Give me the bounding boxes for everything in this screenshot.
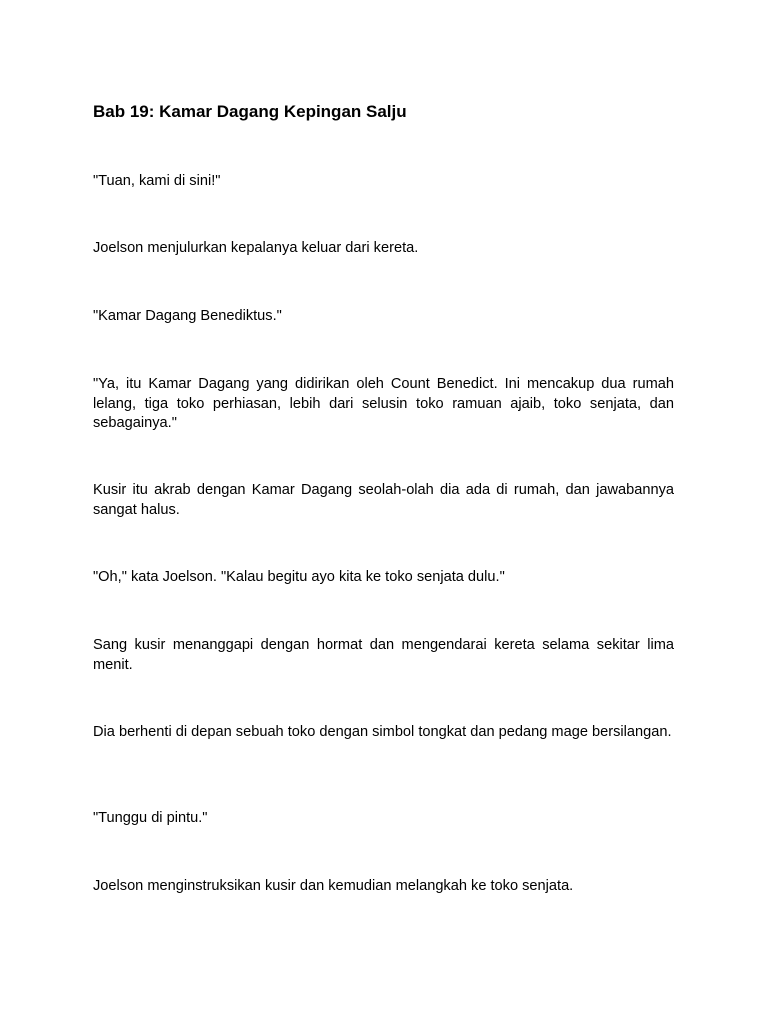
paragraph: Joelson menjulurkan kepalanya keluar dari kereta. — [93, 240, 419, 256]
paragraph: "Tuan, kami di sini!" — [93, 173, 221, 189]
paragraph: Dia berhenti di depan sebuah toko dengan simbol tongkat dan pedang mage bersilangan. — [93, 724, 672, 740]
paragraph: "Tunggu di pintu." — [93, 810, 208, 826]
paragraph: Sang kusir menanggapi dengan hormat dan mengendarai kereta selama sekitar lima menit. — [93, 637, 674, 673]
paragraph: "Oh," kata Joelson. "Kalau begitu ayo kita ke toko senjata dulu." — [93, 569, 505, 585]
chapter-title: Bab 19: Kamar Dagang Kepingan Salju — [93, 102, 407, 121]
paragraph: "Ya, itu Kamar Dagang yang didirikan oleh Count Benedict. Ini mencakup dua rumah lelang, tiga toko perhiasan, lebih dari selusin toko ramuan ajaib, toko senjata, dan sebagainya." — [93, 376, 674, 431]
paragraph: Joelson menginstruksikan kusir dan kemudian melangkah ke toko senjata. — [93, 878, 574, 894]
paragraph: "Kamar Dagang Benediktus." — [93, 308, 282, 324]
paragraph: Kusir itu akrab dengan Kamar Dagang seolah-olah dia ada di rumah, dan jawabannya sangat halus. — [93, 482, 674, 518]
